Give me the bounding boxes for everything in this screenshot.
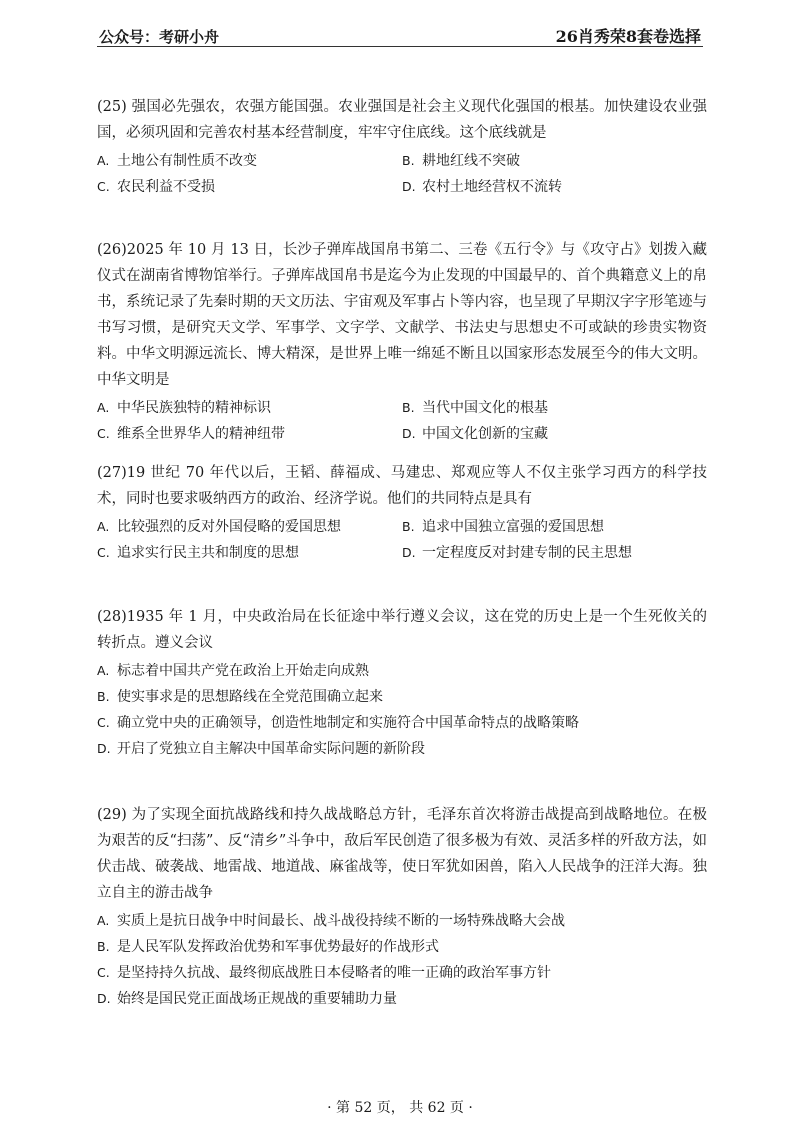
question-stem: (29) 为了实现全面抗战路线和持久战战略总方针，毛泽东首次将游击战提高到战略地位。在极为艰苦的反“扫荡”、反“清乡”斗争中，敌后军民创造了很多极为有效、灵活多样的歼敌方法，如伏击战、破袭战、地雷战、地道战、麻雀战等，使日军犹如困兽，陷入人民战争的汪洋大海。独立自主的游击战争 xyxy=(97,807,707,901)
question-26 xyxy=(97,237,707,447)
option-d: D. 始终是国民党正面战场正规战的重要辅助力量 xyxy=(97,991,397,1007)
header-right-text: 26肖秀荣8套卷选择 xyxy=(555,27,701,46)
page-header xyxy=(97,24,703,47)
option-d: D. 开启了党独立自主解决中国革命实际问题的新阶段 xyxy=(97,741,425,757)
option-a: A. 实质上是抗日战争中时间最长、战斗战役持续不断的一场特殊战略大会战 xyxy=(97,913,565,929)
option-b: B. 是人民军队发挥政治优势和军事优势最好的作战形式 xyxy=(97,939,439,955)
option-d: D. 农村土地经营权不流转 xyxy=(402,179,562,195)
option-d: D. 一定程度反对封建专制的民主思想 xyxy=(402,545,632,561)
question-stem: (27)19 世纪 70 年代以后，王韬、薛福成、马建忠、郑观应等人不仅主张学习西方的科学技术，同时也要求吸纳西方的政治、经济学说。他们的共同特点是具有 xyxy=(97,465,707,507)
page-footer: · 第 52 页， 共 62 页 · xyxy=(327,1100,473,1116)
question-stem: (26)2025 年 10 月 13 日，长沙子弹库战国帛书第二、三卷《五行令》与《攻守占》划拨入藏仪式在湖南省博物馆举行。子弹库战国帛书是迄今为止发现的中国最早的、首个典籍意义上的帛书，系统记录了先秦时期的天文历法、宇宙观及军事占卜等内容，也呈现了早期汉字字形笔迹与书写习惯，是研究天文学、军事学、文字学、文献学、书法史与思想史不可或缺的珍贵实物资料。中华文明源远流长、博大精深，是世界上唯一绵延不断且以国家形态发展至今的伟大文明。中华文明是 xyxy=(97,242,707,388)
header-left-text: 公众号：考研小舟 xyxy=(99,28,220,46)
option-c: C. 追求实行民主共和制度的思想 xyxy=(97,545,299,561)
question-stem: (28)1935 年 1 月，中央政治局在长征途中举行遵义会议，这在党的历史上是一个生死攸关的转折点。遵义会议 xyxy=(97,609,707,651)
option-c: C. 维系全世界华人的精神纽带 xyxy=(97,426,285,442)
option-a: A. 土地公有制性质不改变 xyxy=(97,153,257,169)
question-27 xyxy=(97,460,707,566)
question-28 xyxy=(97,604,707,762)
question-stem: (25) 强国必先强农，农强方能国强。农业强国是社会主义现代化强国的根基。加快建设农业强国，必须巩固和完善农村基本经营制度，牢牢守住底线。这个底线就是 xyxy=(97,99,707,141)
option-b: B. 使实事求是的思想路线在全党范围确立起来 xyxy=(97,689,383,705)
option-c: C. 农民利益不受损 xyxy=(97,179,215,195)
question-25 xyxy=(97,94,707,200)
option-b: B. 耕地红线不突破 xyxy=(402,153,520,169)
option-d: D. 中国文化创新的宝藏 xyxy=(402,426,548,442)
option-b: B. 当代中国文化的根基 xyxy=(402,400,548,416)
question-29 xyxy=(97,802,707,1012)
option-b: B. 追求中国独立富强的爱国思想 xyxy=(402,519,604,535)
option-c: C. 确立党中央的正确领导，创造性地制定和实施符合中国革命特点的战略策略 xyxy=(97,715,579,731)
option-a: A. 比较强烈的反对外国侵略的爱国思想 xyxy=(97,519,341,535)
option-a: A. 标志着中国共产党在政治上开始走向成熟 xyxy=(97,663,369,679)
option-c: C. 是坚持持久抗战、最终彻底战胜日本侵略者的唯一正确的政治军事方针 xyxy=(97,965,551,981)
option-a: A. 中华民族独特的精神标识 xyxy=(97,400,271,416)
